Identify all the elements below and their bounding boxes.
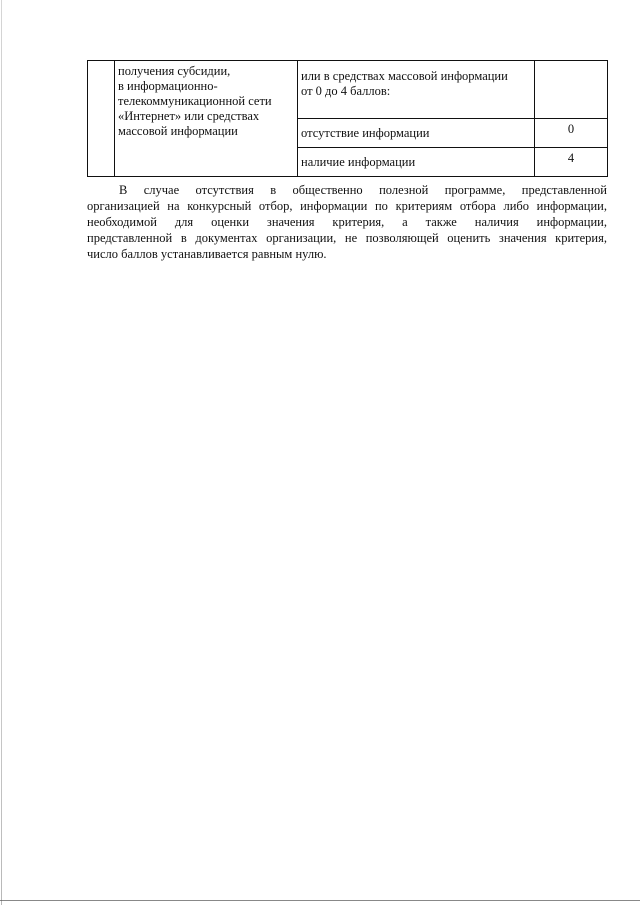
body-paragraph — [87, 182, 607, 262]
header-line: от 0 до 4 баллов: — [301, 84, 391, 98]
scan-bottom-edge — [0, 900, 640, 901]
description-line: получения субсидии, — [118, 64, 231, 78]
option-score-cell: 0 — [535, 119, 608, 148]
description-line: телекоммуникационной сети — [118, 94, 272, 108]
header-line: или в средствах массовой информации — [301, 69, 508, 83]
description-line: в информационно- — [118, 79, 218, 93]
paragraph-line: В случае отсутствия в общественно полезной программе, представленной — [119, 183, 607, 197]
scan-left-edge — [1, 0, 2, 905]
description-line: массовой информации — [118, 124, 238, 138]
criteria-table — [87, 60, 608, 177]
paragraph-line: число баллов устанавливается равным нулю. — [87, 247, 327, 261]
option-label-cell: наличие информации — [298, 148, 535, 177]
scoring-header-cell — [298, 61, 535, 119]
score-cell-empty — [535, 61, 608, 119]
table-row — [88, 61, 608, 119]
number-cell — [88, 61, 115, 177]
option-label-cell: отсутствие информации — [298, 119, 535, 148]
paragraph-line: представленной в документах организации, не позволяющей оценить значения критерия, — [87, 231, 607, 245]
description-line: «Интернет» или средствах — [118, 109, 260, 123]
paragraph-line: необходимой для оценки значения критерия, а также наличия информации, — [87, 215, 607, 229]
paragraph-line: организацией на конкурсный отбор, информации по критериям отбора либо информации, — [87, 199, 607, 213]
option-score-cell: 4 — [535, 148, 608, 177]
criterion-description-cell — [115, 61, 298, 177]
